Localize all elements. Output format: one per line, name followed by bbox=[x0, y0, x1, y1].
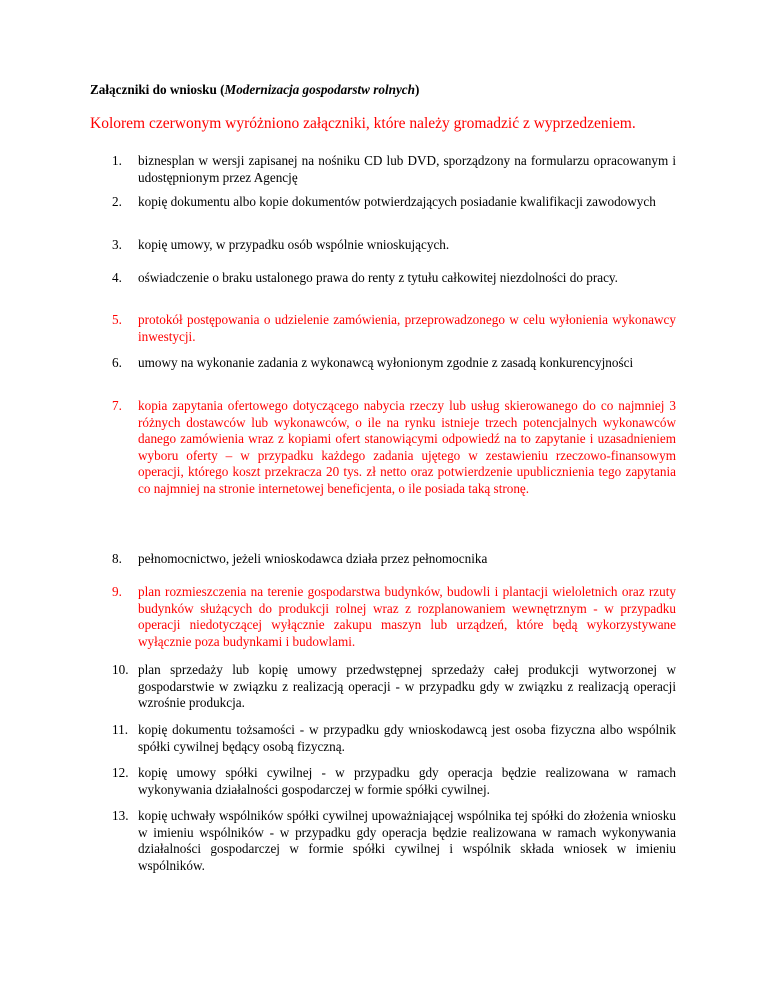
item-number: 12. bbox=[112, 765, 129, 780]
title-program-name: Modernizacja gospodarstw rolnych bbox=[224, 82, 415, 97]
item-number: 3. bbox=[112, 237, 122, 252]
item-text: kopię dokumentu tożsamości - w przypadku gdy wnioskodawcą jest osoba fizyczna albo wspólnik spółki cywilnej będący osobą fizyczną. bbox=[138, 722, 676, 754]
item-number: 11. bbox=[112, 722, 128, 737]
item-text: biznesplan w wersji zapisanej na nośniku CD lub DVD, sporządzony na formularzu opracowanym i udostępnionym przez Agencję bbox=[138, 153, 676, 185]
list-item-2 bbox=[112, 194, 676, 211]
item-text: protokół postępowania o udzielenie zamówienia, przeprowadzonego w celu wyłonienia wykonawcy inwestycji. bbox=[138, 312, 676, 344]
list-item-8 bbox=[112, 551, 676, 568]
item-number: 2. bbox=[112, 194, 122, 209]
list-item-4 bbox=[112, 270, 676, 287]
item-text: oświadczenie o braku ustalonego prawa do renty z tytułu całkowitej niezdolności do pracy. bbox=[138, 270, 618, 285]
item-number: 1. bbox=[112, 153, 122, 168]
item-number: 13. bbox=[112, 808, 129, 823]
item-text: kopię dokumentu albo kopie dokumentów potwierdzających posiadanie kwalifikacji zawodowych bbox=[138, 194, 656, 209]
title-prefix: Załączniki do wniosku ( bbox=[90, 82, 225, 97]
item-number: 5. bbox=[112, 312, 122, 327]
list-item-12 bbox=[112, 765, 676, 798]
item-number: 8. bbox=[112, 551, 122, 566]
list-item-11 bbox=[112, 722, 676, 755]
item-text: plan sprzedaży lub kopię umowy przedwstępnej sprzedaży całej produkcji wytworzonej w gospodarstwie w związku z realizacją operacji - w przypadku gdy w związku z realizacją operacji wzrośnie produkcja. bbox=[138, 662, 676, 711]
item-text: kopię umowy, w przypadku osób wspólnie wnioskujących. bbox=[138, 237, 450, 252]
item-text: plan rozmieszczenia na terenie gospodarstwa budynków, budowli i plantacji wieloletnich oraz rzuty budynków służących do produkcji rolnej wraz z rozplanowaniem wewnętrznym - w przypadku operacji niedotyczącej wyłącznie zakupu maszyn lub urządzeń, które będą wykorzystywane wyłącznie poza budynkami i budowlami. bbox=[138, 584, 676, 649]
item-text: kopia zapytania ofertowego dotyczącego nabycia rzeczy lub usług skierowanego do co najmniej 3 różnych dostawców lub wykonawców, o ile na rynku istnieje trzech potencjalnych wykonawców danego zamówienia wraz z kopiami ofert stanowiącymi odpowiedź na to zapytanie i uzasadnieniem wyboru oferty – w przypadku każdego zadania ujętego w zestawieniu rzeczowo-finansowym operacji, którego koszt przekracza 20 tys. zł netto oraz potwierdzenie upublicznienia tego zapytania co najmniej na stronie internetowej beneficjenta, o ile posiada taką stronę. bbox=[138, 398, 676, 496]
item-text: umowy na wykonanie zadania z wykonawcą wyłonionym zgodnie z zasadą konkurencyjności bbox=[138, 355, 634, 370]
item-number: 4. bbox=[112, 270, 122, 285]
item-number: 6. bbox=[112, 355, 122, 370]
list-item-5 bbox=[112, 312, 676, 345]
item-text: pełnomocnictwo, jeżeli wnioskodawca działa przez pełnomocnika bbox=[138, 551, 488, 566]
item-text: kopię umowy spółki cywilnej - w przypadku gdy operacja będzie realizowana w ramach wykonywania działalności gospodarczej w formie spółki cywilnej. bbox=[138, 765, 676, 797]
list-item-13 bbox=[112, 808, 676, 874]
list-item-10 bbox=[112, 662, 676, 712]
list-item-9 bbox=[112, 584, 676, 650]
item-number: 9. bbox=[112, 584, 122, 599]
item-text: kopię uchwały wspólników spółki cywilnej upoważniającej wspólnika tej spółki do złożenia wniosku w imieniu wspólników - w przypadku gdy operacja będzie realizowana w ramach wykonywania działalności gospodarczej w formie spółki cywilnej i wspólnik składa wniosek w imieniu wspólników. bbox=[138, 808, 676, 873]
list-item-1 bbox=[112, 153, 676, 186]
item-number: 10. bbox=[112, 662, 129, 677]
list-item-7 bbox=[112, 398, 676, 498]
item-number: 7. bbox=[112, 398, 122, 413]
red-highlight-notice: Kolorem czerwonym wyróżniono załączniki, które należy gromadzić z wyprzedzeniem. bbox=[90, 115, 636, 132]
list-item-6 bbox=[112, 355, 676, 372]
list-item-3 bbox=[112, 237, 676, 254]
title-suffix: ) bbox=[415, 82, 420, 97]
